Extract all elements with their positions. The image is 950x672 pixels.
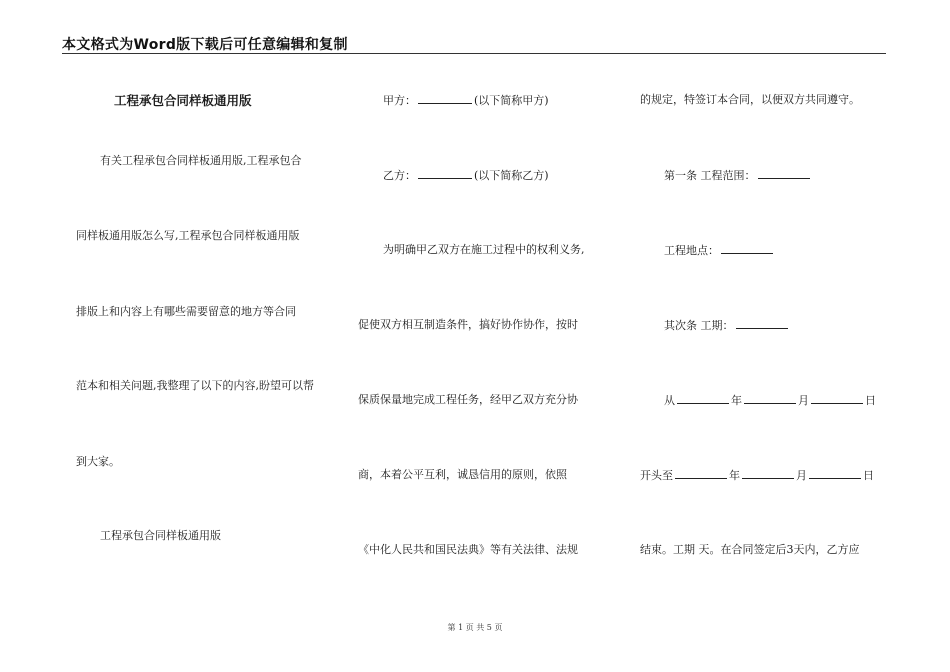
paragraph-line: 的规定，特签订本合同，以便双方共同遵守。 [640, 93, 860, 106]
start-label: 开头至 [640, 469, 673, 482]
month-label: 月 [798, 394, 809, 407]
from-label: 从 [664, 394, 675, 407]
party-a-label: 甲方： [383, 94, 416, 107]
location-line [664, 243, 775, 258]
header-title: 本文格式为Word版下载后可任意编辑和复制 [62, 37, 348, 53]
scope-label: 第一条 工程范围： [664, 169, 756, 182]
from-day-blank[interactable] [811, 393, 863, 404]
year-label: 年 [729, 469, 740, 482]
year-label: 年 [731, 394, 742, 407]
day-label: 日 [865, 394, 876, 407]
section-heading: 工程承包合同样板通用版 [100, 529, 221, 542]
page-header [62, 34, 886, 54]
from-date-line [664, 393, 876, 408]
paragraph-line: 《中化人民共和国民法典》等有关法律、法规 [358, 543, 578, 556]
header-divider [62, 53, 886, 54]
period-label: 其次条 工期： [664, 319, 734, 332]
location-blank[interactable] [721, 243, 773, 254]
party-a-suffix: (以下简称甲方) [474, 94, 549, 107]
party-a-blank[interactable] [418, 93, 472, 104]
start-date-line [640, 468, 874, 483]
paragraph-line: 为明确甲乙双方在施工过程中的权利义务, [383, 243, 585, 256]
page-footer: 第 1 页 共 5 页 [447, 623, 503, 632]
paragraph-line: 排版上和内容上有哪些需要留意的地方等合同 [76, 305, 296, 318]
start-month-blank[interactable] [742, 468, 794, 479]
paragraph-line: 有关工程承包合同样板通用版,工程承包合 [100, 154, 302, 167]
paragraph-line: 范本和相关问题,我整理了以下的内容,盼望可以帮 [76, 379, 314, 392]
paragraph-line: 到大家。 [76, 455, 120, 468]
month-label: 月 [796, 469, 807, 482]
party-b-suffix: (以下简称乙方) [474, 169, 549, 182]
party-b-label: 乙方： [383, 169, 416, 182]
day-label: 日 [863, 469, 874, 482]
scope-blank[interactable] [758, 168, 810, 179]
party-b-line [383, 168, 549, 183]
location-label: 工程地点： [664, 244, 719, 257]
from-month-blank[interactable] [744, 393, 796, 404]
party-a-line [383, 93, 549, 108]
party-b-blank[interactable] [418, 168, 472, 179]
paragraph-line: 商，本着公平互利，诚恳信用的原则，依照 [358, 468, 567, 481]
start-day-blank[interactable] [809, 468, 861, 479]
document-title: 工程承包合同样板通用版 [114, 93, 252, 108]
paragraph-line: 保质保量地完成工程任务，经甲乙双方充分协 [358, 393, 578, 406]
paragraph-line: 同样板通用版怎么写,工程承包合同样板通用版 [76, 229, 300, 242]
period-line [664, 318, 790, 333]
period-blank[interactable] [736, 318, 788, 329]
from-year-blank[interactable] [677, 393, 729, 404]
paragraph-line: 促使双方相互制造条件，搞好协作协作，按时 [358, 318, 578, 331]
start-year-blank[interactable] [675, 468, 727, 479]
paragraph-line: 结束。工期 天。在合同签定后3天内，乙方应 [640, 543, 860, 556]
scope-line [664, 168, 812, 183]
